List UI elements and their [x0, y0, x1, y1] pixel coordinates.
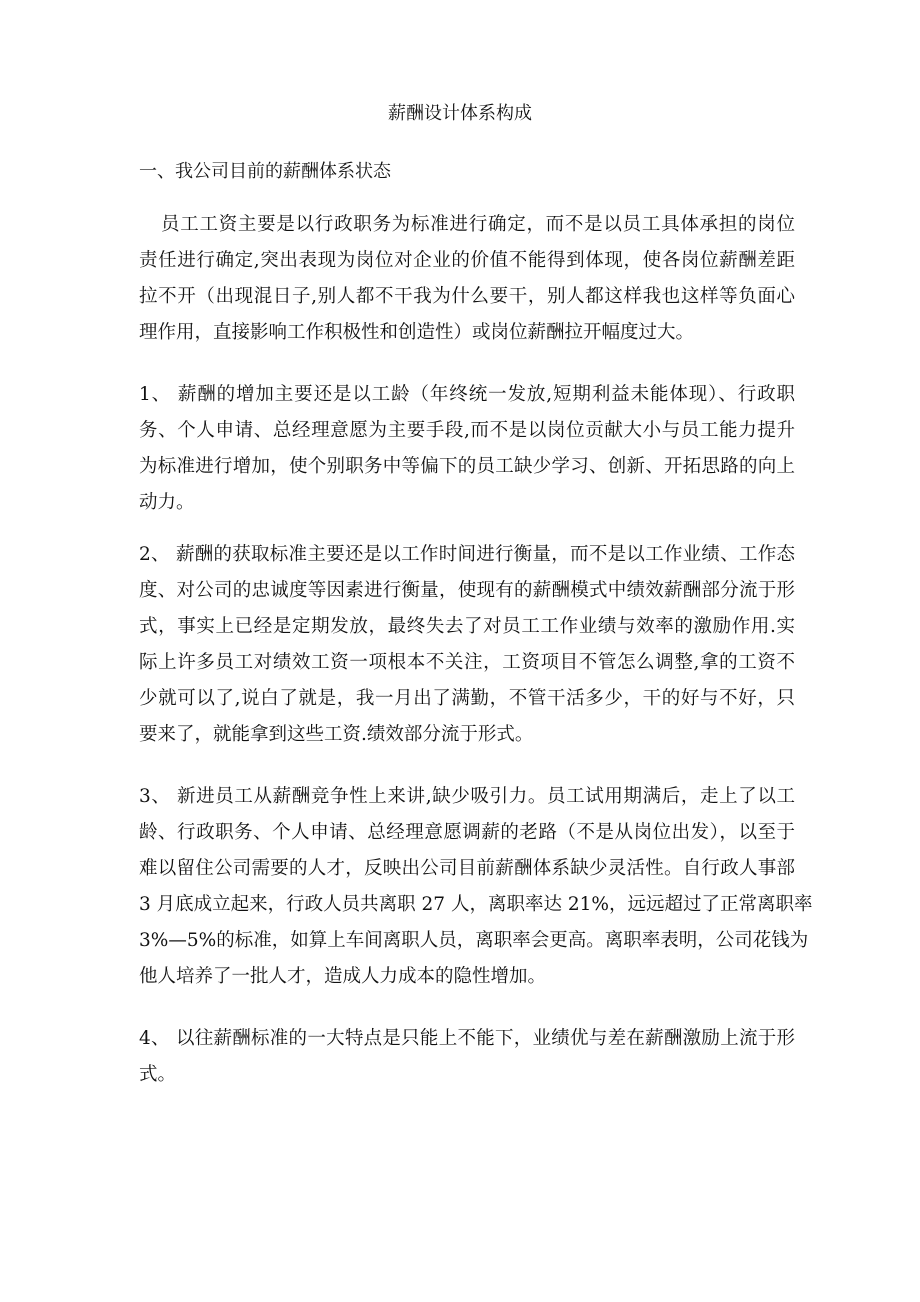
- text-line: 务、个人申请、总经理意愿为主要手段,而不是以岗位贡献大小与员工能力提升: [139, 420, 795, 441]
- text-line: 要来了，就能拿到这些工资.绩效部分流于形式。: [139, 724, 534, 745]
- text-line: 1、 薪酬的增加主要还是以工龄（年终统一发放,短期利益未能体现）、行政职: [139, 384, 795, 405]
- paragraph-item-4: [139, 1021, 795, 1093]
- text-line: 3 月底成立起来，行政人员共离职 27 人，离职率达 21%，远远超过了正常离职率: [139, 894, 813, 915]
- text-line: 动力。: [139, 492, 195, 513]
- document-title: 薪酬设计体系构成: [388, 103, 532, 124]
- text-line: 员工工资主要是以行政职务为标准进行确定，而不是以员工具体承担的岗位: [161, 214, 795, 235]
- text-line: 式。: [139, 1064, 177, 1085]
- text-line: 责任进行确定,突出表现为岗位对企业的价值不能得到体现，使各岗位薪酬差距: [139, 250, 795, 271]
- text-line: 3%—5%的标准，如算上车间离职人员，离职率会更高。离职率表明，公司花钱为: [139, 930, 809, 951]
- text-line: 为标准进行增加，使个别职务中等偏下的员工缺少学习、创新、开拓思路的向上: [139, 456, 795, 477]
- paragraph-intro: [139, 207, 795, 351]
- text-line: 理作用，直接影响工作积极性和创造性）或岗位薪酬拉开幅度过大。: [139, 322, 695, 343]
- text-line: 4、 以往薪酬标准的一大特点是只能上不能下，业绩优与差在薪酬激励上流于形: [139, 1028, 795, 1049]
- section-heading: 一、我公司目前的薪酬体系状态: [139, 161, 391, 182]
- text-line: 难以留住公司需要的人才，反映出公司目前薪酬体系缺少灵活性。自行政人事部: [139, 858, 795, 879]
- text-line: 际上许多员工对绩效工资一项根本不关注，工资项目不管怎么调整,拿的工资不: [139, 652, 795, 673]
- text-line: 式，事实上已经是定期发放，最终失去了对员工工作业绩与效率的激励作用.实: [139, 616, 795, 637]
- paragraph-item-3: [139, 779, 813, 995]
- paragraph-item-2: [139, 537, 795, 753]
- text-line: 3、 新进员工从薪酬竞争性上来讲,缺少吸引力。员工试用期满后，走上了以工: [139, 786, 795, 807]
- text-line: 拉不开（出现混日子,别人都不干我为什么要干，别人都这样我也这样等负面心: [139, 286, 795, 307]
- text-line: 度、对公司的忠诚度等因素进行衡量，使现有的薪酬模式中绩效薪酬部分流于形: [139, 580, 795, 601]
- text-line: 2、 薪酬的获取标准主要还是以工作时间进行衡量，而不是以工作业绩、工作态: [139, 544, 795, 565]
- paragraph-item-1: [139, 377, 795, 521]
- text-line: 少就可以了,说白了就是，我一月出了满勤，不管干活多少，干的好与不好，只: [139, 688, 795, 709]
- text-line: 龄、行政职务、个人申请、总经理意愿调薪的老路（不是从岗位出发），以至于: [139, 822, 795, 843]
- text-line: 他人培养了一批人才，造成人力成本的隐性增加。: [139, 966, 547, 987]
